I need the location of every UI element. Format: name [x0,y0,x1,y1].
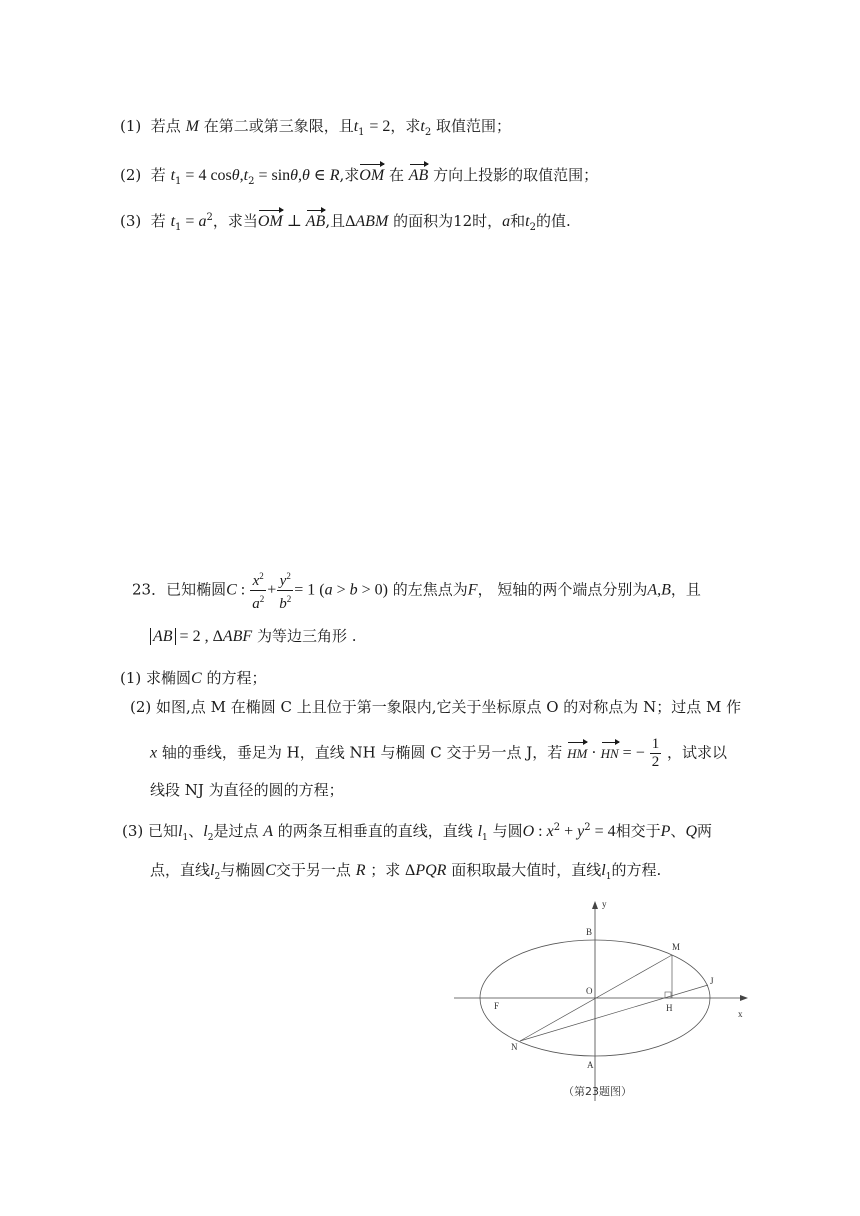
label-M: M [672,942,681,952]
question-2: (2) 若 $t_1 = 4$ $\cos\theta,t_2 = \sin\theta,\theta$ ∈ R,求OM 在 AB 方向上投影的取值范围； [120,163,598,192]
label-F: F [494,1001,500,1011]
sub-question-1: (1) 求椭圆C 的方程； [120,669,267,687]
label-J: J [710,976,714,986]
y-axis-arrow [592,901,598,909]
x-axis-arrow [740,995,748,1001]
sub-question-2-line1: (2) 如图,点 M 在椭圆 C 上且位于第一象限内,它关于坐标原点 O 的对称点为 N；过点 M 作 [130,698,742,716]
sub-question-2-line2: x 轴的垂线，垂足为 H，直线 NH 与椭圆 C 交于另一点 J，若 HM · HN = − $\frac{1}{2}$ ，试求以 [150,736,728,770]
label-y: y [602,899,607,909]
question-3: (3) 若 $t_1 = a^2$，求当OM ⊥ AB,且ΔABM 的面积为12时，a和$t_2$的值. [120,208,571,238]
label-A: A [587,1060,594,1070]
label-O: O [586,986,593,996]
problem-23-statement: 23．已知椭圆C : $\frac{x^2}{a^2}$ + $\frac{y^2}{b^2}$ = 1 (a > b > 0) 的左焦点为F， 短轴的两个端点分别为A,B，且 [132,568,701,613]
problem-23-statement-cont: AB = 2 , ΔABF 为等边三角形 . [150,626,357,647]
label-x: x [738,1009,743,1019]
sub-question-2-line3: 线段 NJ 为直径的圆的方程； [150,781,344,799]
label-H: H [666,1003,673,1013]
label-B: B [586,927,593,937]
ellipse-figure [450,893,762,1105]
figure-caption: （第23题图） [563,1085,632,1098]
line-NJ [520,985,708,1041]
sub-question-3-line2: 点，直线$l_2$与椭圆C交于另一点 R ；求 ΔPQR 面积取最大值时，直线$l_1$的方程. [150,861,662,882]
sub-question-3-line1: (3) 已知$l_1$、$l_2$是过点 A 的两条互相垂直的直线，直线 $l_1$ 与圆O : $x^2 + y^2 = 4$相交于P、Q两 [122,822,713,843]
label-N: N [511,1042,518,1052]
question-1: (1) 若点 M 在第二或第三象限，且$t_1 = 2$，求$t_2$ 取值范围； [120,117,511,138]
